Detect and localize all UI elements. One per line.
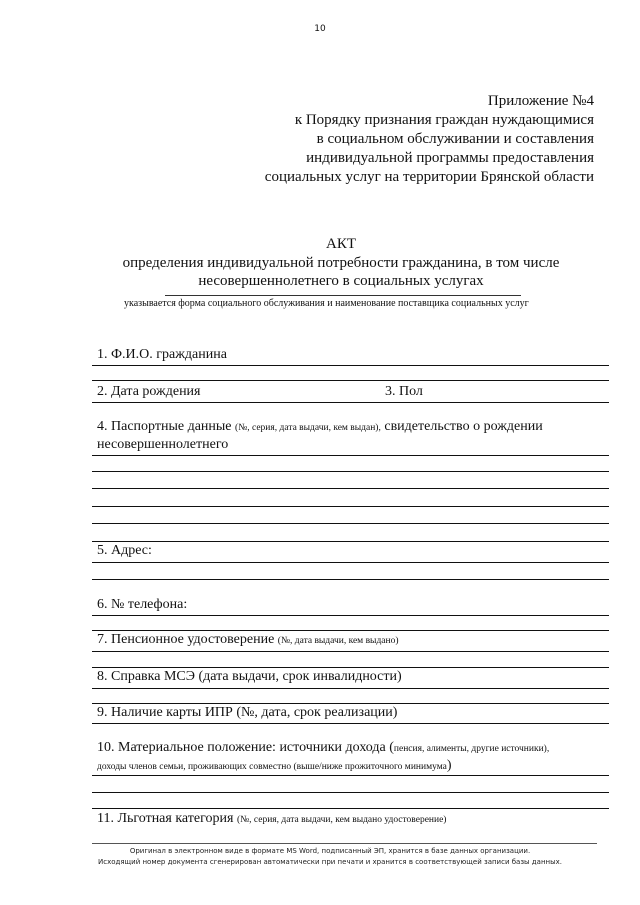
field-sex: 3. Пол	[385, 384, 423, 399]
appendix-block	[265, 92, 594, 187]
fill-line	[92, 541, 609, 542]
field-financial-status-line2: доходы членов семьи, проживающих совместно (выше/ниже прожиточного минимума)	[97, 758, 452, 773]
appendix-line: индивидуальной программы предоставления	[306, 150, 594, 166]
appendix-title: Приложение №4	[487, 93, 594, 109]
fill-line	[92, 723, 609, 724]
act-subtitle: определения индивидуальной потребности гражданина, в том числе	[122, 255, 560, 271]
fill-line	[92, 630, 609, 631]
appendix-line: к Порядку признания граждан нуждающимися	[294, 112, 594, 128]
appendix-line: социальных услуг на территории Брянской области	[264, 169, 594, 185]
fill-line	[92, 365, 609, 366]
field-passport: 4. Паспортные данные (№, серия, дата выдачи, кем выдан), свидетельство о рождении	[97, 419, 543, 434]
field-passport-line2: несовершеннолетнего	[97, 437, 229, 452]
provider-fill-line	[165, 295, 521, 296]
footer-note: Исходящий номер документа сгенерирован автоматически при печати и хранится в соответствующей записи базы данных.	[98, 858, 562, 866]
field-phone: 6. № телефона:	[97, 597, 188, 612]
fill-line	[92, 488, 609, 489]
field-financial-status: 10. Материальное положение: источники дохода (пенсия, алименты, другие источники),	[97, 740, 550, 755]
field-pension-certificate: 7. Пенсионное удостоверение (№, дата выдачи, кем выдано)	[97, 632, 399, 647]
footer-note: Оригинал в электронном виде в формате MS Word, подписанный ЭП, хранится в базе данных организации.	[129, 847, 531, 855]
fill-line	[92, 651, 609, 652]
field-birth-date: 2. Дата рождения	[97, 384, 201, 399]
field-benefit-category: 11. Льготная категория (№, серия, дата выдачи, кем выдано удостоверение)	[97, 811, 447, 826]
fill-line	[92, 792, 609, 793]
fill-line	[92, 688, 609, 689]
fill-line	[92, 523, 609, 524]
act-title: АКТ	[326, 236, 356, 252]
act-subtitle: несовершеннолетнего в социальных услугах	[198, 273, 484, 289]
fill-line	[92, 380, 609, 381]
fill-line	[92, 615, 609, 616]
fill-line	[92, 579, 609, 580]
footer-divider	[92, 843, 597, 844]
field-full-name: 1. Ф.И.О. гражданина	[97, 347, 227, 362]
fill-line	[92, 455, 609, 456]
provider-caption: указывается форма социального обслуживания и наименование поставщика социальных услуг	[124, 298, 529, 309]
fill-line	[92, 402, 609, 403]
page-number: 10	[314, 24, 326, 34]
appendix-line: в социальном обслуживании и составления	[316, 131, 594, 147]
field-address: 5. Адрес:	[97, 543, 152, 558]
field-mse-certificate: 8. Справка МСЭ (дата выдачи, срок инвалидности)	[97, 669, 402, 684]
fill-line	[92, 808, 609, 809]
fill-line	[92, 667, 609, 668]
fill-line	[92, 471, 609, 472]
fill-line	[92, 703, 609, 704]
fill-line	[92, 506, 609, 507]
fill-line	[92, 775, 609, 776]
field-ipr-card: 9. Наличие карты ИПР (№, дата, срок реализации)	[97, 705, 398, 720]
fill-line	[92, 562, 609, 563]
